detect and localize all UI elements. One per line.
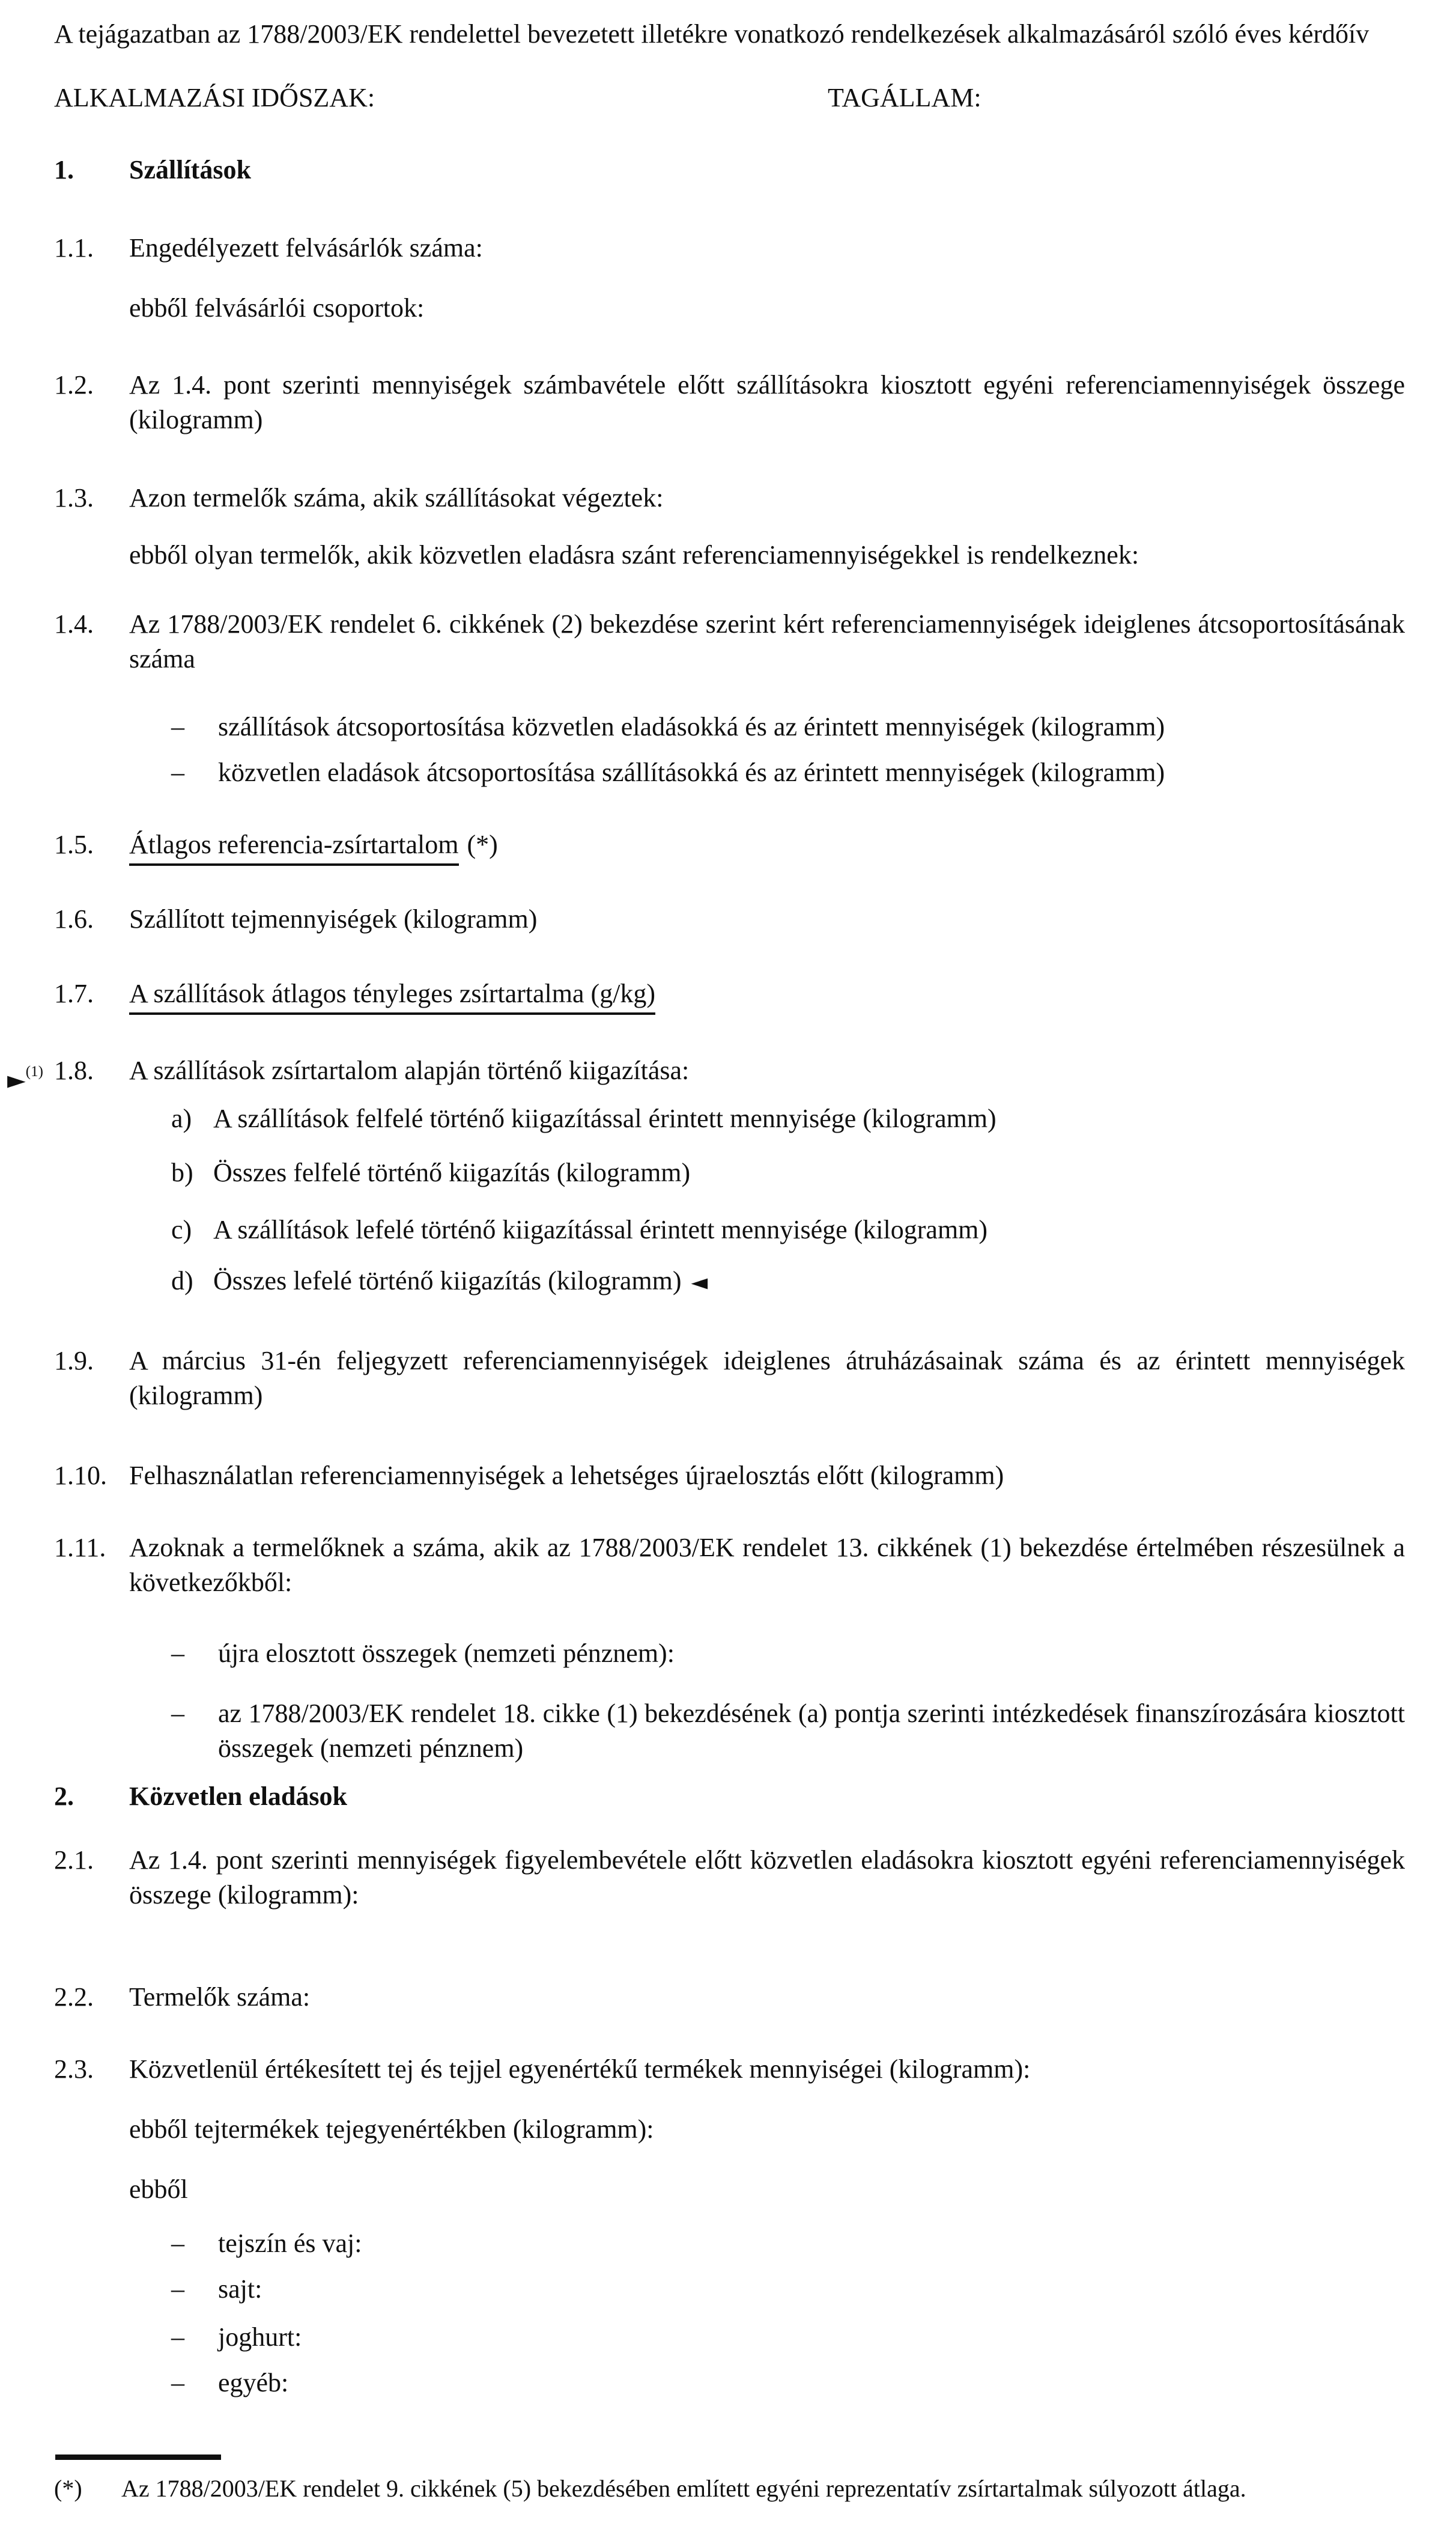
item-1-8-c [171, 1213, 1405, 1247]
item-number: 2.2. [54, 1982, 94, 2012]
item-text: Felhasználatlan referenciamennyiségek a lehetséges újraelosztás előtt (kilogramm) [129, 1461, 1004, 1490]
item-2-2 [54, 1980, 1405, 2015]
item-number: 1.1. [54, 233, 94, 263]
bullet-dash: – [171, 1699, 184, 1728]
item-1-8-b [171, 1155, 1405, 1190]
item-2-3 [54, 2052, 1405, 2087]
amendment-marker [7, 1055, 43, 1098]
footnote [54, 2473, 1405, 2504]
subitem-text: A szállítások felfelé történő kiigazítással érintett mennyisége (kilogramm) [213, 1104, 996, 1133]
right-triangle-icon: ► [7, 1067, 26, 1094]
bullet-text: közvetlen eladások átcsoportosítása szállításokká és az érintett mennyiségek (kilogramm) [218, 758, 1165, 787]
section-1-heading [54, 153, 1405, 187]
item-text: A március 31-én feljegyzett referenciamennyiségek ideiglenes átruházásainak száma és az érintett mennyiségek (kilogramm) [129, 1346, 1405, 1410]
bullet-text: tejszín és vaj: [218, 2229, 362, 2258]
item-1-3-sub: ebből olyan termelők, akik közvetlen eladásra szánt referenciamennyiségekkel is rendelkeznek: [129, 540, 1139, 570]
document-title: A tejágazatban az 1788/2003/EK rendelettel bevezetett illetékre vonatkozó rendelkezések alkalmazásáról szóló éves kérdőív [54, 19, 1370, 49]
item-1-4 [54, 607, 1405, 677]
item-1-8-a [171, 1101, 1405, 1136]
item-text: Az 1.4. pont szerinti mennyiségek figyelembevétele előtt közvetlen eladásokra kiosztott egyéni referenciamennyiségek összege (kilogramm): [129, 1845, 1405, 1910]
bullet-text: egyéb: [218, 2368, 289, 2397]
item-1-9 [54, 1344, 1405, 1413]
item-2-3-sub: ebből tejtermékek tejegyenértékben (kilogramm): [129, 2114, 654, 2144]
item-text: Engedélyezett felvásárlók száma: [129, 233, 483, 263]
item-1-1-sub: ebből felvásárlói csoportok: [129, 293, 425, 323]
item-number: 1.8. [54, 1056, 94, 1085]
bullet-text: sajt: [218, 2274, 262, 2304]
item-text: Azoknak a termelőknek a száma, akik az 1788/2003/EK rendelet 13. cikkének (1) bekezdése értelmében részesülnek a következőkből: [129, 1533, 1405, 1597]
subitem-label: c) [171, 1215, 192, 1244]
subitem-text: A szállítások lefelé történő kiigazítással érintett mennyisége (kilogramm) [213, 1215, 988, 1244]
left-triangle-icon: ◄ [691, 1270, 708, 1295]
item-number: 1.3. [54, 483, 94, 513]
item-text: Az 1788/2003/EK rendelet 6. cikkének (2) bekezdése szerint kért referenciamennyiségek ideiglenes átcsoportosításának száma [129, 609, 1405, 674]
header-row [54, 81, 1405, 115]
underlined-text: Átlagos referencia-zsírtartalom [129, 830, 459, 866]
bullet-dash: – [171, 2322, 184, 2352]
item-1-7 [54, 976, 1405, 1011]
item-1-2 [54, 368, 1405, 437]
item-text: Szállított tejmennyiségek (kilogramm) [129, 904, 538, 934]
item-1-11-bullet-1 [171, 1636, 1405, 1671]
application-period-label: ALKALMAZÁSI IDŐSZAK: [54, 83, 375, 112]
item-2-1 [54, 1843, 1405, 1913]
item-number: 1.4. [54, 609, 94, 639]
bullet-text: újra elosztott összegek (nemzeti pénznem): [218, 1639, 675, 1668]
footnote-separator-rule [55, 2454, 221, 2460]
item-1-10 [54, 1458, 1405, 1493]
item-number: 1.6. [54, 904, 94, 934]
item-1-8 [7, 1053, 1405, 1094]
section-title: Közvetlen eladások [129, 1782, 347, 1811]
footnote-reference: (*) [467, 830, 498, 859]
section-number: 2. [54, 1782, 74, 1811]
item-1-6 [54, 902, 1405, 937]
item-number: 2.3. [54, 2054, 94, 2084]
item-1-8-d [171, 1264, 1405, 1300]
item-number: 2.1. [54, 1845, 94, 1875]
item-1-11-bullet-2 [171, 1696, 1405, 1766]
item-number: 1.7. [54, 979, 94, 1008]
item-1-4-bullet-1 [171, 710, 1405, 744]
bullet-dash: – [171, 2274, 184, 2304]
item-1-3 [54, 481, 1405, 516]
bullet-dash: – [171, 2229, 184, 2258]
bullet-text: az 1788/2003/EK rendelet 18. cikke (1) bekezdésének (a) pontja szerinti intézkedések finanszírozására kiosztott összegek (nemzeti pénznem) [218, 1699, 1405, 1763]
bullet-text: joghurt: [218, 2322, 302, 2352]
item-number: 1.2. [54, 370, 94, 400]
item-number: 1.11. [54, 1533, 106, 1562]
footnote-block [54, 2454, 1405, 2504]
item-text: Közvetlenül értékesített tej és tejjel egyenértékű termékek mennyiségei (kilogramm): [129, 2054, 1031, 2084]
subitem-label: b) [171, 1158, 193, 1187]
item-text [129, 827, 1405, 862]
item-text: Azon termelők száma, akik szállításokat végeztek: [129, 483, 664, 513]
underlined-text: A szállítások átlagos tényleges zsírtartalma (g/kg) [129, 979, 655, 1015]
bullet-dash: – [171, 712, 184, 741]
subitem-text: Összes felfelé történő kiigazítás (kilogramm) [213, 1158, 691, 1187]
item-number: 1.10. [54, 1461, 107, 1490]
item-text: Az 1.4. pont szerinti mennyiségek számbavétele előtt szállításokra kiosztott egyéni referenciamennyiségek összege (kilogramm) [129, 370, 1405, 434]
section-title: Szállítások [129, 155, 251, 184]
subitem-text [213, 1264, 1405, 1300]
bullet-dash: – [171, 1639, 184, 1668]
item-text [129, 976, 1405, 1011]
subitem-label: d) [171, 1266, 193, 1295]
item-2-3-bullet-3 [171, 2320, 1405, 2355]
item-2-3-sub2: ebből [129, 2174, 188, 2204]
item-text: A szállítások zsírtartalom alapján történő kiigazítása: [129, 1056, 690, 1085]
bullet-text: szállítások átcsoportosítása közvetlen eladásokká és az érintett mennyiségek (kilogramm) [218, 712, 1165, 741]
item-1-11 [54, 1530, 1405, 1600]
subitem-label: a) [171, 1104, 192, 1133]
section-2-heading [54, 1779, 1405, 1814]
subitem-text-content: Összes lefelé történő kiigazítás (kilogramm) [213, 1266, 682, 1295]
section-number: 1. [54, 155, 74, 184]
item-1-4-bullet-2 [171, 755, 1405, 790]
item-number: 1.9. [54, 1346, 94, 1375]
footnote-marker: (*) [54, 2475, 82, 2502]
item-text: Termelők száma: [129, 1982, 311, 2012]
amendment-marker-superscript: (1) [25, 1064, 43, 1080]
item-1-5 [54, 827, 1405, 862]
item-2-3-bullet-2 [171, 2272, 1405, 2307]
bullet-dash: – [171, 758, 184, 787]
bullet-dash: – [171, 2368, 184, 2397]
item-1-1 [54, 231, 1405, 266]
member-state-label: TAGÁLLAM: [828, 83, 981, 112]
item-2-3-bullet-4 [171, 2366, 1405, 2400]
item-2-3-bullet-1 [171, 2226, 1405, 2261]
item-number: 1.5. [54, 830, 94, 859]
footnote-text: Az 1788/2003/EK rendelet 9. cikkének (5) bekezdésében említett egyéni reprezentatív zsírtartalmak súlyozott átlaga. [121, 2475, 1246, 2502]
